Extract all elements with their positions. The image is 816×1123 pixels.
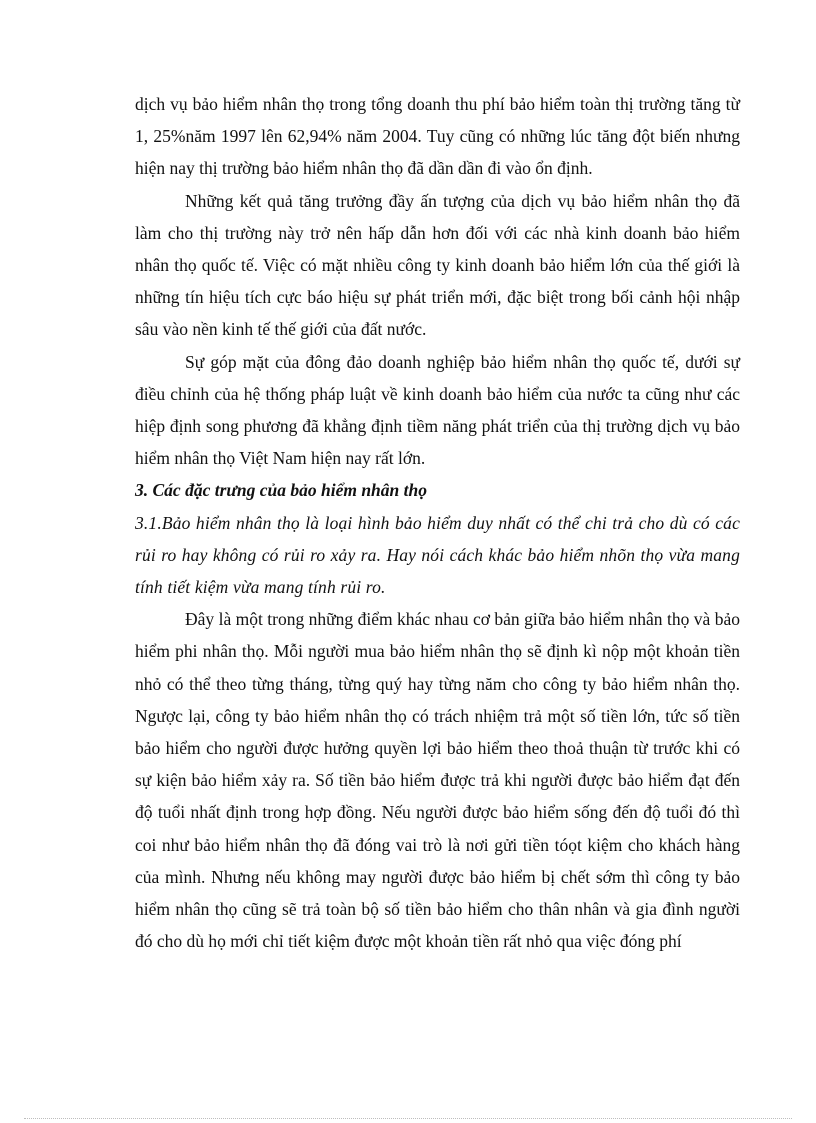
section-heading: 3. Các đặc trưng của bảo hiểm nhân thọ (135, 480, 427, 501)
paragraph-continuation: dịch vụ bảo hiểm nhân thọ trong tổng doanh thu phí bảo hiểm toàn thị trường tăng từ 1, 25%năm 1997 lên 62,94% năm 2004. Tuy cũng có những lúc tăng đột biến nhưng hiện nay thị trường bảo hiểm nhân thọ đã dần dần đi vào ổn định. (135, 94, 740, 179)
paragraph-market-potential: Sự góp mặt của đông đảo doanh nghiệp bảo hiểm nhân thọ quốc tế, dưới sự điều chỉnh của hệ thống pháp luật về kinh doanh bảo hiểm của nước ta cũng như các hiệp định song phương đã khẳng định tiềm năng phát triển của thị trường dịch vụ bảo hiểm nhân thọ Việt Nam hiện nay rất lớn. (135, 351, 740, 469)
footer-divider (24, 1118, 792, 1119)
paragraph-life-vs-nonlife: Đây là một trong những điểm khác nhau cơ bản giữa bảo hiểm nhân thọ và bảo hiểm phi nhân thọ. Mỗi người mua bảo hiểm nhân thọ sẽ định kì nộp một khoản tiền nhỏ có thể theo từng tháng, từng quý hay từng năm cho công ty bảo hiểm nhân thọ. Ngược lại, công ty bảo hiểm nhân thọ có trách nhiệm trả một số tiền lớn, tức số tiền bảo hiểm cho người được hưởng quyền lợi bảo hiểm theo thoả thuận từ trước khi có sự kiện bảo hiểm xảy ra. Số tiền bảo hiểm được trả khi người được bảo hiểm đạt đến độ tuổi nhất định trong hợp đồng. Nếu người được bảo hiểm sống đến độ tuổi đó thì coi như bảo hiểm nhân thọ đã đóng vai trò là nơi gửi tiền tóọt kiệm cho khách hàng của mình. Nhưng nếu không may người được bảo hiểm bị chết sớm thì công ty bảo hiểm nhân thọ cũng sẽ trả toàn bộ số tiền bảo hiểm cho thân nhân và gia đình người đó cho dù họ mới chỉ tiết kiệm được một khoản tiền rất nhỏ qua việc đóng phí (135, 609, 740, 952)
page-body (135, 88, 740, 957)
paragraph-growth-results: Những kết quả tăng trưởng đầy ấn tượng của dịch vụ bảo hiểm nhân thọ đã làm cho thị trường này trở nên hấp dẫn hơn đối với các nhà kinh doanh bảo hiểm nhân thọ quốc tế. Việc có mặt nhiều công ty kinh doanh bảo hiểm lớn của thế giới là những tín hiệu tích cực báo hiệu sự phát triển mới, đặc biệt trong bối cảnh hội nhập sâu vào nền kinh tế thế giới của đất nước. (135, 190, 740, 340)
subsection-heading: 3.1.Bảo hiểm nhân thọ là loại hình bảo hiểm duy nhất có thể chi trả cho dù có các rủi ro hay không có rủi ro xảy ra. Hay nói cách khác bảo hiểm nhõn thọ vừa mang tính tiết kiệm vừa mang tính rủi ro. (135, 512, 740, 598)
